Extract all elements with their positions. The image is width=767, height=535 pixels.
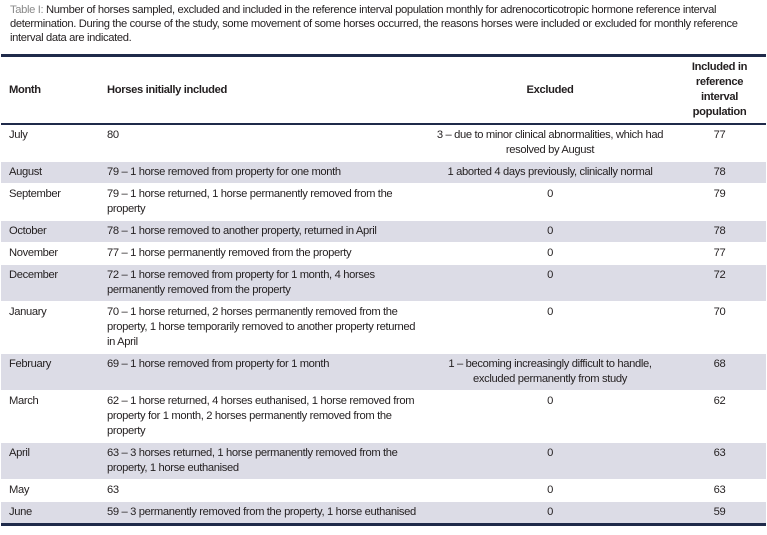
table-caption bbox=[10, 3, 760, 45]
cell-month: October bbox=[9, 225, 47, 237]
cell-included: 79 bbox=[713, 188, 726, 200]
cell-month: February bbox=[9, 358, 51, 370]
cell-month: August bbox=[9, 166, 42, 178]
header-included-population: Included in reference interval population bbox=[691, 61, 748, 118]
table-row bbox=[1, 124, 766, 162]
cell-month: November bbox=[9, 247, 58, 259]
cell-horses-initially-included: 63 bbox=[107, 484, 119, 496]
cell-horses-initially-included: 78 – 1 horse removed to another property, returned in April bbox=[107, 225, 377, 237]
cell-excluded: 0 bbox=[547, 447, 553, 459]
cell-horses-initially-included: 70 – 1 horse returned, 2 horses permanently removed from the property, 1 horse temporarily removed to another property returned in April bbox=[107, 306, 416, 348]
caption-text: Number of horses sampled, excluded and included in the reference interval population monthly for adrenocorticotropic hormone reference interval determination. During the course of the study, some movement of some horses occurred, the reasons horses were included or excluded for monthly reference interval data are indicated. bbox=[10, 4, 738, 44]
cell-month: December bbox=[9, 269, 58, 281]
cell-included: 77 bbox=[713, 129, 726, 141]
table-row bbox=[1, 502, 766, 525]
cell-month: June bbox=[9, 506, 32, 518]
cell-excluded: 0 bbox=[547, 188, 553, 200]
header-horses-initially-included: Horses initially included bbox=[107, 83, 227, 96]
cell-excluded: 1 – becoming increasingly difficult to handle, excluded permanently from study bbox=[448, 358, 652, 385]
cell-included: 68 bbox=[713, 358, 726, 370]
cell-excluded: 0 bbox=[547, 247, 553, 259]
table-row bbox=[1, 302, 766, 354]
cell-horses-initially-included: 80 bbox=[107, 129, 119, 141]
cell-excluded: 0 bbox=[547, 225, 553, 237]
cell-included: 63 bbox=[713, 447, 726, 459]
cell-horses-initially-included: 59 – 3 permanently removed from the property, 1 horse euthanised bbox=[107, 506, 416, 518]
table-row bbox=[1, 354, 766, 391]
table-row bbox=[1, 443, 766, 480]
cell-included: 63 bbox=[713, 484, 726, 496]
cell-excluded: 1 aborted 4 days previously, clinically normal bbox=[447, 166, 653, 178]
cell-included: 77 bbox=[713, 247, 726, 259]
cell-excluded: 3 – due to minor clinical abnormalities, which had resolved by August bbox=[436, 129, 664, 156]
cell-included: 78 bbox=[713, 166, 726, 178]
cell-horses-initially-included: 79 – 1 horse returned, 1 horse permanently removed from the property bbox=[107, 188, 393, 215]
header-month: Month bbox=[9, 83, 41, 96]
header-row bbox=[1, 56, 766, 125]
cell-month: April bbox=[9, 447, 30, 459]
cell-month: July bbox=[9, 129, 28, 141]
table-row bbox=[1, 184, 766, 221]
table-row bbox=[1, 391, 766, 443]
cell-included: 62 bbox=[713, 395, 726, 407]
cell-horses-initially-included: 62 – 1 horse returned, 4 horses euthanised, 1 horse removed from property for 1 month, 2 horses permanently removed from the property bbox=[107, 395, 415, 437]
cell-month: September bbox=[9, 188, 61, 200]
cell-excluded: 0 bbox=[547, 269, 553, 281]
cell-month: May bbox=[9, 484, 30, 496]
cell-horses-initially-included: 79 – 1 horse removed from property for one month bbox=[107, 166, 341, 178]
cell-included: 70 bbox=[713, 306, 726, 318]
cell-included: 78 bbox=[713, 225, 726, 237]
cell-month: March bbox=[9, 395, 39, 407]
table-row bbox=[1, 480, 766, 502]
table-row bbox=[1, 243, 766, 265]
cell-excluded: 0 bbox=[547, 306, 553, 318]
cell-month: January bbox=[9, 306, 47, 318]
cell-excluded: 0 bbox=[547, 506, 553, 518]
cell-horses-initially-included: 63 – 3 horses returned, 1 horse permanently removed from the property, 1 horse euthanised bbox=[107, 447, 398, 474]
caption-label: Table I: bbox=[10, 4, 44, 16]
cell-horses-initially-included: 72 – 1 horse removed from property for 1 month, 4 horses permanently removed from the property bbox=[107, 269, 375, 296]
cell-excluded: 0 bbox=[547, 395, 553, 407]
table-row bbox=[1, 162, 766, 184]
cell-excluded: 0 bbox=[547, 484, 553, 496]
cell-included: 59 bbox=[713, 506, 726, 518]
table-row bbox=[1, 221, 766, 243]
header-excluded: Excluded bbox=[526, 83, 574, 96]
table-row bbox=[1, 265, 766, 302]
cell-horses-initially-included: 69 – 1 horse removed from property for 1 month bbox=[107, 358, 330, 370]
cell-included: 72 bbox=[713, 269, 726, 281]
horses-table bbox=[1, 54, 766, 526]
cell-horses-initially-included: 77 – 1 horse permanently removed from the property bbox=[107, 247, 352, 259]
